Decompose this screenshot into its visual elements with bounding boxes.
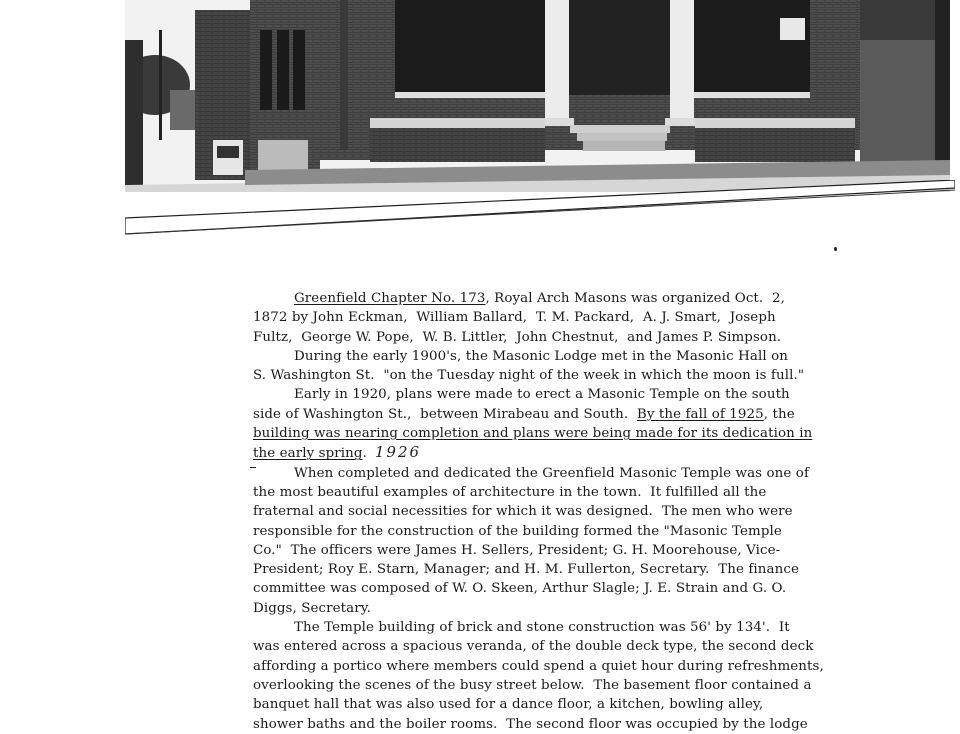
text-line [253, 289, 853, 308]
text-line [253, 715, 853, 734]
text-span: S. Washington St. "on the Tuesday night of the week in which the moon is full." [253, 368, 805, 384]
text-span: , the [763, 406, 795, 422]
text-line [253, 599, 853, 618]
text-line [253, 695, 853, 714]
text-line [253, 657, 853, 676]
text-line [253, 676, 853, 695]
text-line [253, 308, 853, 327]
text-line [253, 560, 853, 579]
text-line [253, 522, 853, 541]
handwritten-note: 1926 [374, 443, 422, 462]
text-line [253, 579, 853, 598]
text-span: responsible for the construction of the building formed the "Masonic Temple [253, 523, 782, 539]
underlined-text: By the fall of 1925 [636, 406, 764, 422]
text-span: committee was composed of W. O. Skeen, Arthur Slagle; J. E. Strain and G. O. [253, 581, 787, 597]
text-line [253, 366, 853, 385]
sidewalk-edge [125, 180, 955, 238]
text-span: was entered across a spacious veranda, of the double deck type, the second deck [253, 639, 814, 655]
text-span: Early in 1920, plans were made to erect a Masonic Temple on the south [294, 387, 790, 403]
sidewalk-drawing [125, 180, 955, 238]
text-span: 1872 by John Eckman, William Ballard, T. M. Packard, A. J. Smart, Joseph [253, 310, 776, 326]
page-speck [834, 247, 837, 251]
building-illustration [125, 0, 950, 192]
text-span: When completed and dedicated the Greenfield Masonic Temple was one of [294, 465, 809, 481]
text-span: During the early 1900's, the Masonic Lodge met in the Masonic Hall on [294, 348, 788, 364]
text-span: banquet hall that was also used for a dance floor, a kitchen, bowling alley, [253, 697, 764, 713]
text-line [253, 328, 853, 347]
text-span: Diggs, Secretary. [253, 600, 371, 616]
text-line [253, 502, 853, 521]
text-span: The Temple building of brick and stone construction was 56' by 134'. It [294, 620, 790, 636]
text-line [253, 385, 853, 404]
text-span: Co." The officers were James H. Sellers, President; G. H. Moorehouse, Vice- [253, 542, 781, 558]
text-line [253, 483, 853, 502]
text-line [253, 541, 853, 560]
text-span: side of Washington St., between Mirabeau and South. [253, 406, 637, 422]
text-line [253, 347, 853, 366]
text-span: . [362, 446, 367, 462]
underlined-text: Greenfield Chapter No. 173 [294, 291, 486, 306]
text-span: affording a portico where members could spend a quiet hour during refreshments, [253, 658, 824, 674]
text-span: the most beautiful examples of architecture in the town. It fulfilled all the [253, 484, 767, 500]
text-span: shower baths and the boiler rooms. The second floor was occupied by the lodge [253, 716, 808, 732]
underlined-text: the early spring [253, 446, 363, 462]
text-line [253, 637, 853, 656]
text-span: overlooking the scenes of the busy street below. The basement floor contained a [253, 677, 812, 693]
text-line [253, 464, 853, 483]
text-line [253, 618, 853, 637]
text-span: Fultz, George W. Pope, W. B. Littler, John Chestnut, and James P. Simpson. [253, 329, 782, 345]
masonic-temple-photo [125, 0, 950, 192]
underlined-text: building was nearing completion and plans were being made for its dedication in [253, 426, 813, 442]
text-span: fraternal and social necessities for which it was designed. The men who were [253, 504, 793, 520]
text-span: President; Roy E. Starn, Manager; and H. M. Fullerton, Secretary. The finance [253, 562, 799, 578]
text-line [253, 443, 853, 463]
text-span: , Royal Arch Masons was organized Oct. 2, [485, 291, 785, 306]
text-line [253, 405, 853, 424]
text-line [253, 424, 853, 443]
document-body [253, 289, 853, 734]
